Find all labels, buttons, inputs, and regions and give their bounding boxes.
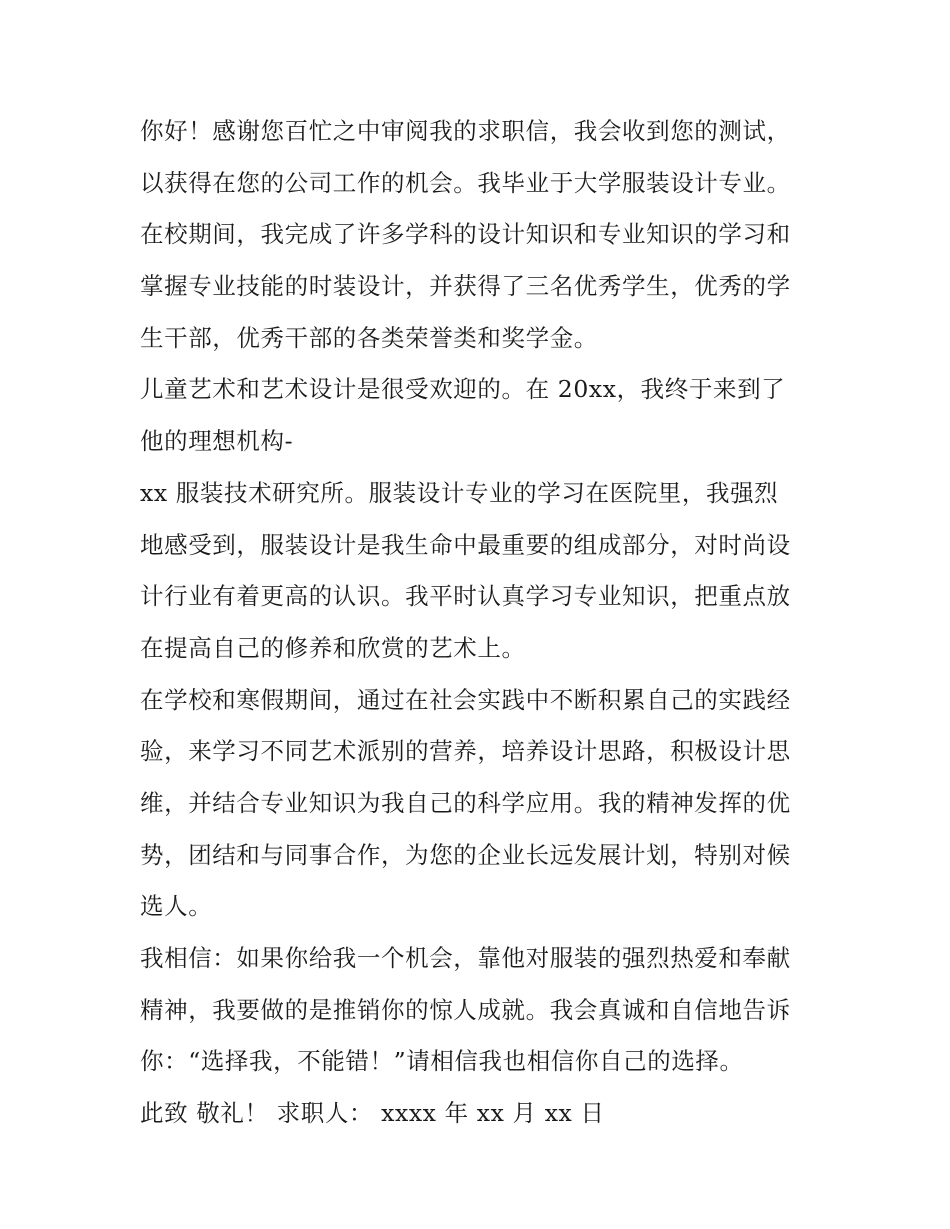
text-line-6: 儿童艺术和艺术设计是很受欢迎的。在 20xx，我终于来到了 <box>140 375 786 404</box>
text-line-1: 你好！感谢您百忙之中审阅我的求职信，我会收到您的测试， <box>140 117 791 145</box>
letter-body <box>140 106 830 1140</box>
text-line-19: 你：“选择我，不能错！”请相信我也相信你自己的选择。 <box>140 1047 744 1076</box>
text-line-13: 验，来学习不同艺术派别的营养，培养设计思路，积极设计思 <box>140 737 791 766</box>
text-line-5: 生干部，优秀干部的各类荣誉类和奖学金。 <box>140 323 598 352</box>
text-line-20: 此致 敬礼！ 求职人： xxxx 年 xx 月 xx 日 <box>140 1099 605 1128</box>
text-line-10: 计行业有着更高的认识。我平时认真学习专业知识，把重点放 <box>140 582 791 611</box>
text-line-7: 他的理想机构- <box>140 427 294 456</box>
text-line-15: 势，团结和与同事合作，为您的企业长远发展计划，特别对候 <box>140 840 791 869</box>
text-line-14: 维，并结合专业知识为我自己的科学应用。我的精神发挥的优 <box>140 788 791 817</box>
text-line-18: 精神，我要做的是推销你的惊人成就。我会真诚和自信地告诉 <box>140 995 791 1024</box>
text-line-3: 在校期间，我完成了许多学科的设计知识和专业知识的学习和 <box>140 220 791 249</box>
text-line-8: xx 服装技术研究所。服装设计专业的学习在医院里，我强烈 <box>140 478 779 507</box>
text-line-16: 选人。 <box>140 892 213 921</box>
text-line-11: 在提高自己的修养和欣赏的艺术上。 <box>140 633 526 662</box>
text-line-12: 在学校和寒假期间，通过在社会实践中不断积累自己的实践经 <box>140 685 791 714</box>
text-line-9: 地感受到，服装设计是我生命中最重要的组成部分，对时尚设 <box>140 530 791 559</box>
text-line-17: 我相信：如果你给我一个机会，靠他对服装的强烈热爱和奉献 <box>140 944 791 972</box>
text-line-4: 掌握专业技能的时装设计，并获得了三名优秀学生，优秀的学 <box>140 272 791 301</box>
text-line-2: 以获得在您的公司工作的机会。我毕业于大学服装设计专业。 <box>140 168 791 197</box>
